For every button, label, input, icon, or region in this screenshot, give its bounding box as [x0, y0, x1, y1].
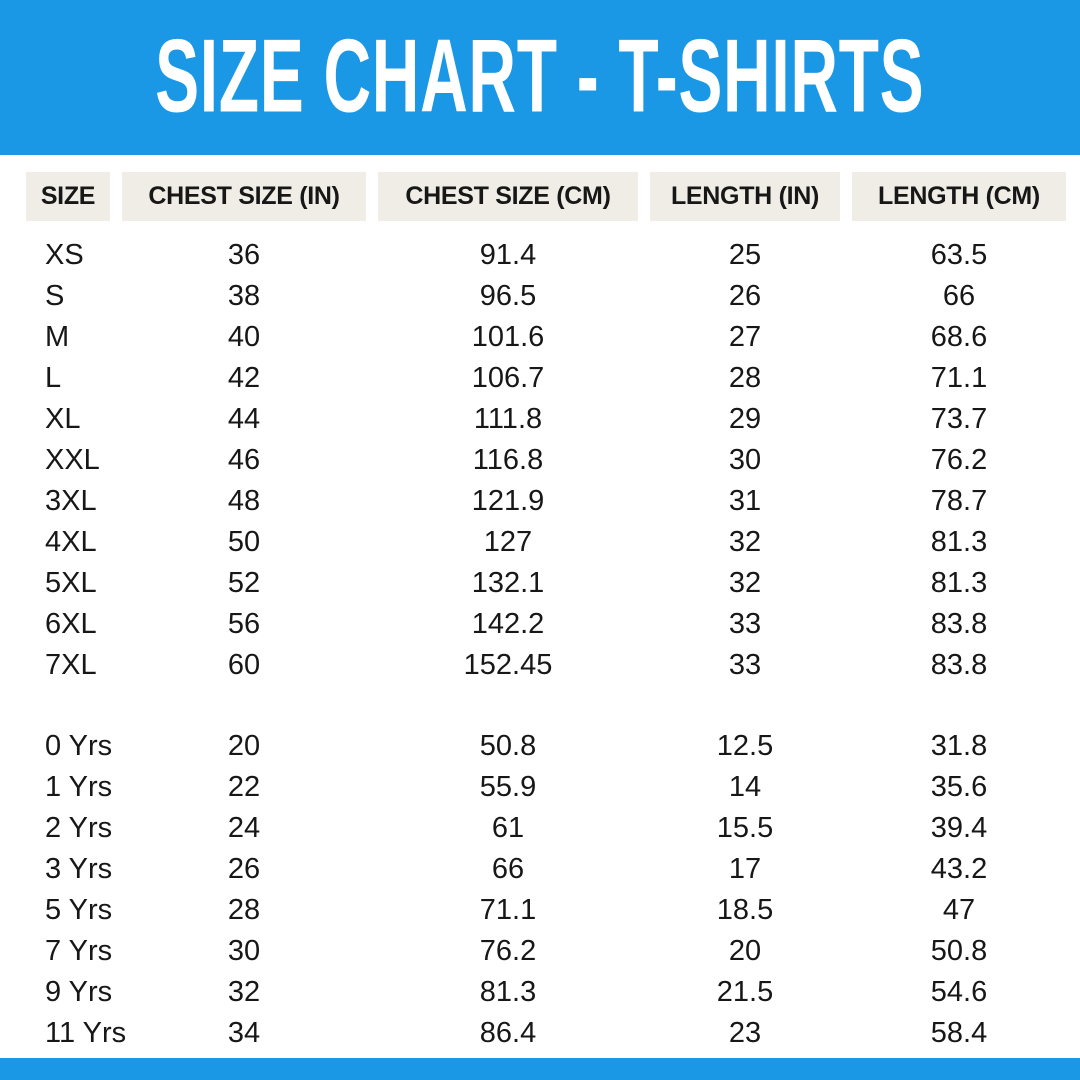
measurement-value-cell: 50	[227, 526, 261, 558]
column-header-chest-cm: CHEST SIZE (CM)	[378, 172, 638, 221]
column-header-length-in: LENGTH (IN)	[650, 172, 840, 221]
measurement-value-cell: 31.8	[930, 730, 988, 762]
size-label-cell: S	[45, 280, 65, 312]
table-row	[26, 890, 1066, 931]
measurement-value-cell: 21.5	[716, 976, 774, 1008]
page-title: SIZE CHART - T-SHIRTS	[155, 17, 925, 134]
column-header-chest-in: CHEST SIZE (IN)	[122, 172, 366, 221]
measurement-value-cell: 63.5	[930, 239, 988, 271]
column-header-size: SIZE	[26, 172, 110, 221]
measurement-value-cell: 32	[728, 526, 762, 558]
measurement-value-cell: 36	[227, 239, 261, 271]
measurement-value-cell: 81.3	[479, 976, 537, 1008]
measurement-value-cell: 26	[227, 853, 261, 885]
size-label-cell: 7 Yrs	[45, 935, 113, 967]
measurement-value-cell: 52	[227, 567, 261, 599]
table-header-row	[26, 172, 1066, 221]
measurement-value-cell: 33	[728, 649, 762, 681]
measurement-value-cell: 101.6	[471, 321, 545, 353]
measurement-value-cell: 30	[227, 935, 261, 967]
table-row	[26, 358, 1066, 399]
measurement-value-cell: 68.6	[930, 321, 988, 353]
table-row	[26, 235, 1066, 276]
measurement-value-cell: 33	[728, 608, 762, 640]
table-row	[26, 522, 1066, 563]
measurement-value-cell: 91.4	[479, 239, 537, 271]
measurement-value-cell: 81.3	[930, 526, 988, 558]
measurement-value-cell: 18.5	[716, 894, 774, 926]
size-label-cell: 4XL	[45, 526, 97, 558]
measurement-value-cell: 61	[491, 812, 525, 844]
measurement-value-cell: 34	[227, 1017, 261, 1049]
table-row	[26, 931, 1066, 972]
size-label-cell: XXL	[45, 444, 100, 476]
measurement-value-cell: 12.5	[716, 730, 774, 762]
measurement-value-cell: 116.8	[472, 444, 544, 476]
size-label-cell: 11 Yrs	[45, 1017, 127, 1049]
measurement-value-cell: 106.7	[471, 362, 545, 394]
size-label-cell: 9 Yrs	[45, 976, 113, 1008]
measurement-value-cell: 152.45	[463, 649, 553, 681]
measurement-value-cell: 40	[227, 321, 261, 353]
table-row	[26, 276, 1066, 317]
measurement-value-cell: 58.4	[930, 1017, 988, 1049]
measurement-value-cell: 20	[728, 935, 762, 967]
table-row	[26, 767, 1066, 808]
measurement-value-cell: 27	[728, 321, 762, 353]
measurement-value-cell: 44	[227, 403, 261, 435]
measurement-value-cell: 76.2	[930, 444, 988, 476]
measurement-value-cell: 32	[227, 976, 261, 1008]
title-banner	[0, 0, 1080, 155]
size-label-cell: M	[45, 321, 70, 353]
measurement-value-cell: 142.2	[471, 608, 545, 640]
measurement-value-cell: 96.5	[479, 280, 537, 312]
table-row	[26, 563, 1066, 604]
measurement-value-cell: 20	[227, 730, 261, 762]
measurement-value-cell: 46	[227, 444, 261, 476]
size-label-cell: 7XL	[45, 649, 97, 681]
measurement-value-cell: 127	[483, 526, 533, 558]
measurement-value-cell: 66	[942, 280, 976, 312]
measurement-value-cell: 83.8	[930, 608, 988, 640]
measurement-value-cell: 28	[227, 894, 261, 926]
measurement-value-cell: 132.1	[471, 567, 545, 599]
measurement-value-cell: 47	[942, 894, 976, 926]
measurement-value-cell: 15.5	[716, 812, 774, 844]
measurement-value-cell: 81.3	[930, 567, 988, 599]
size-label-cell: 0 Yrs	[45, 730, 113, 762]
size-label-cell: 6XL	[45, 608, 97, 640]
measurement-value-cell: 38	[227, 280, 261, 312]
size-label-cell: 2 Yrs	[45, 812, 113, 844]
measurement-value-cell: 54.6	[930, 976, 988, 1008]
measurement-value-cell: 29	[728, 403, 762, 435]
section-spacer	[26, 686, 1066, 726]
measurement-value-cell: 35.6	[930, 771, 988, 803]
table-row	[26, 849, 1066, 890]
measurement-value-cell: 121.9	[471, 485, 545, 517]
size-label-cell: XS	[45, 239, 84, 271]
measurement-value-cell: 111.8	[473, 403, 543, 435]
measurement-value-cell: 50.8	[479, 730, 537, 762]
measurement-value-cell: 78.7	[930, 485, 988, 517]
size-label-cell: XL	[45, 403, 81, 435]
size-label-cell: 3XL	[45, 485, 97, 517]
measurement-value-cell: 31	[728, 485, 762, 517]
table-body	[26, 235, 1066, 1054]
measurement-value-cell: 66	[491, 853, 525, 885]
measurement-value-cell: 39.4	[930, 812, 988, 844]
table-row	[26, 808, 1066, 849]
measurement-value-cell: 42	[227, 362, 261, 394]
table-row	[26, 481, 1066, 522]
measurement-value-cell: 23	[728, 1017, 762, 1049]
bottom-accent-bar	[0, 1058, 1080, 1080]
measurement-value-cell: 76.2	[479, 935, 537, 967]
measurement-value-cell: 60	[227, 649, 261, 681]
measurement-value-cell: 73.7	[930, 403, 988, 435]
table-row	[26, 399, 1066, 440]
measurement-value-cell: 71.1	[479, 894, 537, 926]
size-label-cell: 5 Yrs	[45, 894, 113, 926]
measurement-value-cell: 25	[728, 239, 762, 271]
table-row	[26, 726, 1066, 767]
size-chart-table	[0, 155, 1080, 1054]
table-row	[26, 317, 1066, 358]
measurement-value-cell: 24	[227, 812, 261, 844]
measurement-value-cell: 50.8	[930, 935, 988, 967]
measurement-value-cell: 32	[728, 567, 762, 599]
size-label-cell: 3 Yrs	[45, 853, 113, 885]
measurement-value-cell: 71.1	[930, 362, 988, 394]
measurement-value-cell: 48	[227, 485, 261, 517]
measurement-value-cell: 55.9	[479, 771, 537, 803]
measurement-value-cell: 14	[728, 771, 762, 803]
table-row	[26, 1013, 1066, 1054]
measurement-value-cell: 43.2	[930, 853, 988, 885]
table-row	[26, 645, 1066, 686]
measurement-value-cell: 30	[728, 444, 762, 476]
size-label-cell: 1 Yrs	[45, 771, 113, 803]
table-row	[26, 972, 1066, 1013]
size-label-cell: 5XL	[45, 567, 97, 599]
measurement-value-cell: 86.4	[479, 1017, 537, 1049]
measurement-value-cell: 22	[227, 771, 261, 803]
table-row	[26, 440, 1066, 481]
measurement-value-cell: 17	[728, 853, 762, 885]
measurement-value-cell: 56	[227, 608, 261, 640]
size-label-cell: L	[45, 362, 62, 394]
measurement-value-cell: 26	[728, 280, 762, 312]
column-header-length-cm: LENGTH (CM)	[852, 172, 1066, 221]
measurement-value-cell: 28	[728, 362, 762, 394]
table-row	[26, 604, 1066, 645]
measurement-value-cell: 83.8	[930, 649, 988, 681]
